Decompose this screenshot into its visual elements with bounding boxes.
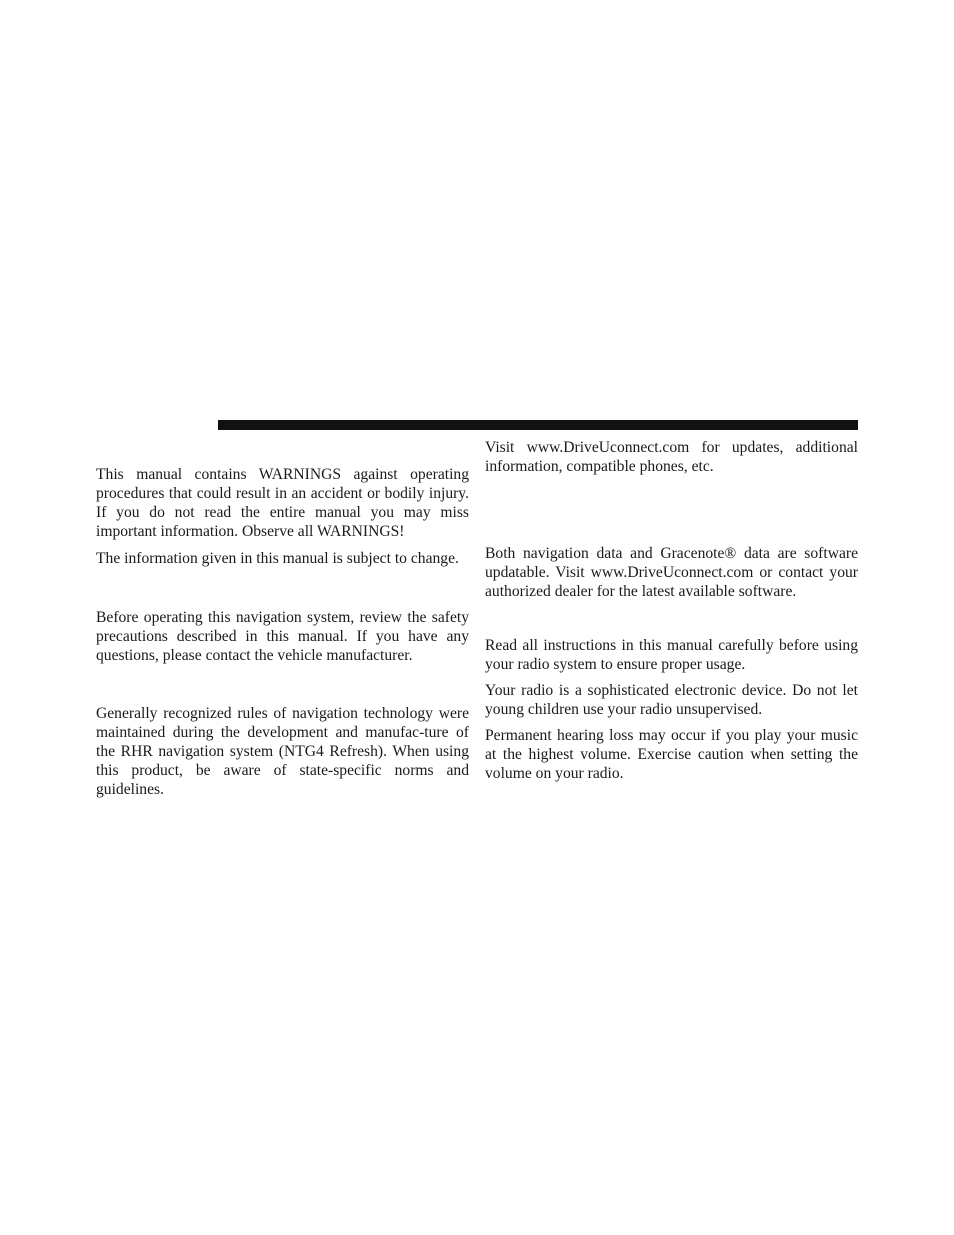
paragraph-warnings-notice: This manual contains WARNINGS against operating procedures that could result in an accident or bodily injury. If you do not read the entire manual you may miss important information. Observe all WARNINGS!	[96, 466, 469, 541]
section-header-rule	[218, 420, 858, 430]
paragraph-subject-to-change: The information given in this manual is subject to change.	[96, 550, 459, 567]
paragraph-navigation-technology: Generally recognized rules of navigation technology were maintained during the development and manufac-ture of the RHR navigation system (NTG4 Refresh). When using this product, be aware of state-specific norms and guidelines.	[96, 705, 469, 799]
paragraph-read-instructions: Read all instructions in this manual carefully before using your radio system to ensure proper usage.	[485, 637, 858, 674]
paragraph-safety-precautions: Before operating this navigation system, review the safety precautions described in this manual. If you have any questions, please contact the vehicle manufacturer.	[96, 609, 469, 665]
paragraph-visit-website: Visit www.DriveUconnect.com for updates, additional information, compatible phones, etc.	[485, 439, 858, 476]
paragraph-children-warning: Your radio is a sophisticated electronic device. Do not let young children use your radio unsupervised.	[485, 682, 858, 719]
paragraph-hearing-loss: Permanent hearing loss may occur if you play your music at the highest volume. Exercise caution when setting the volume on your radio.	[485, 727, 858, 783]
paragraph-software-updates: Both navigation data and Gracenote® data are software updatable. Visit www.DriveUconnect.com or contact your authorized dealer for the latest available software.	[485, 545, 858, 601]
